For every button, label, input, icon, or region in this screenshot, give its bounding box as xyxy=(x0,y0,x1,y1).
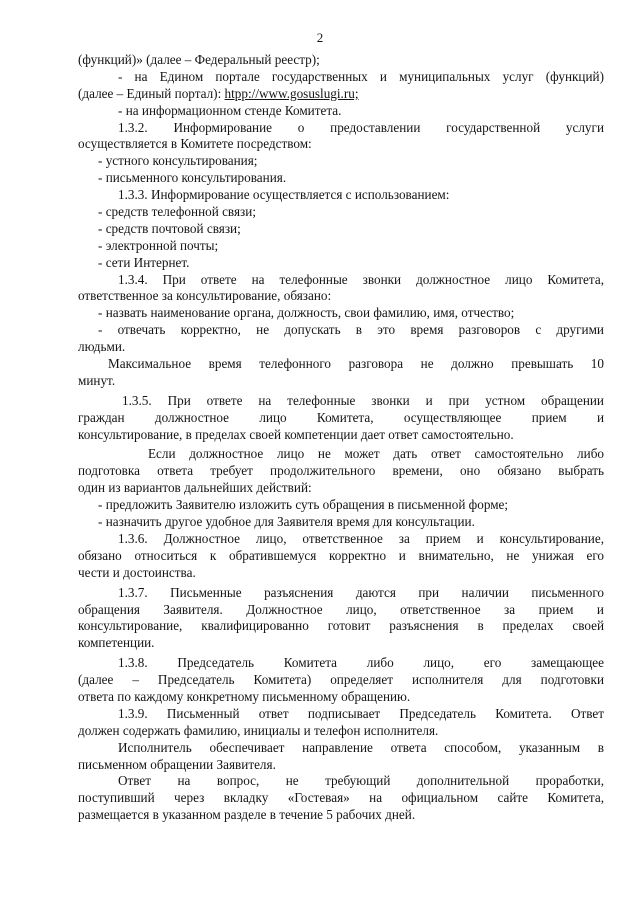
text-line-content: Максимальное время телефонного разговора не должно превышать 10 xyxy=(108,356,604,372)
text-line xyxy=(78,723,604,740)
text-line-content: (далее – Единый портал): xyxy=(78,85,225,101)
text-line xyxy=(78,373,604,390)
text-line-content: подготовка ответа требует продолжительного времени, оно обязано выбрать xyxy=(78,463,604,479)
text-line xyxy=(78,740,604,757)
gosuslugi-link[interactable]: htpp://www.gosuslugi.ru; xyxy=(224,85,359,101)
text-line-content: компетенции. xyxy=(78,635,155,651)
text-line-content: - отвечать корректно, не допускать в это время разговоров с другими xyxy=(98,322,604,338)
text-line xyxy=(78,393,604,410)
text-line-content: - на информационном стенде Комитета. xyxy=(118,102,342,118)
text-line xyxy=(78,339,604,356)
text-line xyxy=(78,427,604,444)
text-line-content: граждан должностное лицо Комитета, осуществляющее прием и xyxy=(78,409,604,425)
text-line-content: - устного консультирования; xyxy=(98,153,258,169)
text-line-content: размещается в указанном разделе в течение 5 рабочих дней. xyxy=(78,807,416,823)
text-line-content: - средств почтовой связи; xyxy=(98,220,241,236)
text-line xyxy=(78,602,604,619)
text-line xyxy=(78,52,604,69)
text-line-content: Если должностное лицо не может дать ответ самостоятельно либо xyxy=(148,446,604,462)
text-line-content: 1.3.2. Информирование о предоставлении государственной услуги xyxy=(118,119,604,135)
text-line-content: один из вариантов дальнейших действий: xyxy=(78,480,312,496)
text-line-content: - предложить Заявителю изложить суть обращения в письменной форме; xyxy=(98,497,509,513)
text-line xyxy=(78,136,604,153)
text-line xyxy=(78,272,604,289)
text-line xyxy=(78,655,604,672)
text-line-content: (функций)» (далее – Федеральный реестр); xyxy=(78,52,320,67)
text-line-content: людьми. xyxy=(78,339,126,355)
text-line-content: - средств телефонной связи; xyxy=(98,204,256,220)
page-number: 2 xyxy=(316,30,324,45)
text-line xyxy=(78,480,604,497)
text-line-content: консультирование, квалифицированно готовит разъяснения в пределах своей xyxy=(78,618,604,634)
text-line xyxy=(78,773,604,790)
text-line-content: - электронной почты; xyxy=(98,237,219,253)
text-line-content: должен содержать фамилию, инициалы и телефон исполнителя. xyxy=(78,722,439,738)
text-line-content: - письменного консультирования. xyxy=(98,170,287,186)
text-line xyxy=(78,514,604,531)
text-line xyxy=(78,706,604,723)
text-line-content: - на Едином портале государственных и муниципальных услуг (функций) xyxy=(118,68,604,84)
text-line-content: 1.3.9. Письменный ответ подписывает Председатель Комитета. Ответ xyxy=(118,705,604,721)
text-line xyxy=(78,255,604,272)
text-line xyxy=(78,689,604,706)
text-line-content: обращения Заявителя. Должностное лицо, ответственное за прием и xyxy=(78,601,604,617)
text-line xyxy=(78,238,604,255)
text-line xyxy=(78,410,604,427)
text-line-content: Ответ на вопрос, не требующий дополнительной проработки, xyxy=(118,773,604,789)
text-line-content: 1.3.8. Председатель Комитета либо лицо, его замещающее xyxy=(118,655,604,671)
text-line xyxy=(78,288,604,305)
text-line-content: осуществляется в Комитете посредством: xyxy=(78,136,312,152)
text-line-content: минут. xyxy=(78,372,116,388)
text-line xyxy=(78,120,604,137)
text-line-content: Исполнитель обеспечивает направление ответа способом, указанным в xyxy=(118,739,604,755)
text-line xyxy=(78,86,604,103)
text-line xyxy=(78,356,604,373)
document-body xyxy=(78,52,604,824)
text-line xyxy=(78,204,604,221)
text-line xyxy=(78,463,604,480)
text-line-content: консультирование, в пределах своей компетенции дает ответ самостоятельно. xyxy=(78,426,514,442)
text-line xyxy=(78,153,604,170)
text-line-content: 1.3.3. Информирование осуществляется с использованием: xyxy=(118,187,450,203)
text-line xyxy=(78,672,604,689)
text-line-content: 1.3.5. При ответе на телефонные звонки и при устном обращении xyxy=(122,392,604,408)
text-line-content: (далее – Председатель Комитета) определяет исполнителя для подготовки xyxy=(78,672,604,688)
text-line xyxy=(78,618,604,635)
text-line-content: ответственное за консультирование, обязано: xyxy=(78,288,332,304)
text-line xyxy=(78,187,604,204)
text-line-content: чести и достоинства. xyxy=(78,564,196,580)
text-line xyxy=(78,565,604,582)
text-line xyxy=(78,531,604,548)
text-line xyxy=(78,635,604,652)
text-line-content: - сети Интернет. xyxy=(98,254,190,270)
text-line-content: 1.3.4. При ответе на телефонные звонки должностное лицо Комитета, xyxy=(118,271,604,287)
text-line xyxy=(78,585,604,602)
text-line xyxy=(78,790,604,807)
text-line-content: - назвать наименование органа, должность, свои фамилию, имя, отчество; xyxy=(98,305,515,321)
text-line xyxy=(78,322,604,339)
text-line-content: 1.3.6. Должностное лицо, ответственное за прием и консультирование, xyxy=(118,530,604,546)
text-line xyxy=(78,103,604,120)
text-line-content: ответа по каждому конкретному письменному обращению. xyxy=(78,688,411,704)
text-line xyxy=(78,807,604,824)
text-line xyxy=(78,69,604,86)
text-line xyxy=(78,757,604,774)
text-line xyxy=(78,548,604,565)
text-line xyxy=(78,305,604,322)
text-line xyxy=(78,221,604,238)
text-line xyxy=(78,446,604,463)
text-line xyxy=(78,497,604,514)
text-line-content: обязано относиться к обратившемуся корректно и внимательно, не унижая его xyxy=(78,547,604,563)
text-line-content: - назначить другое удобное для Заявителя время для консультации. xyxy=(98,514,475,530)
text-line-content: поступивший через вкладку «Гостевая» на официальном сайте Комитета, xyxy=(78,790,604,806)
text-line xyxy=(78,170,604,187)
text-line-content: 1.3.7. Письменные разъяснения даются при наличии письменного xyxy=(118,584,604,600)
text-line-content: письменном обращении Заявителя. xyxy=(78,756,276,772)
